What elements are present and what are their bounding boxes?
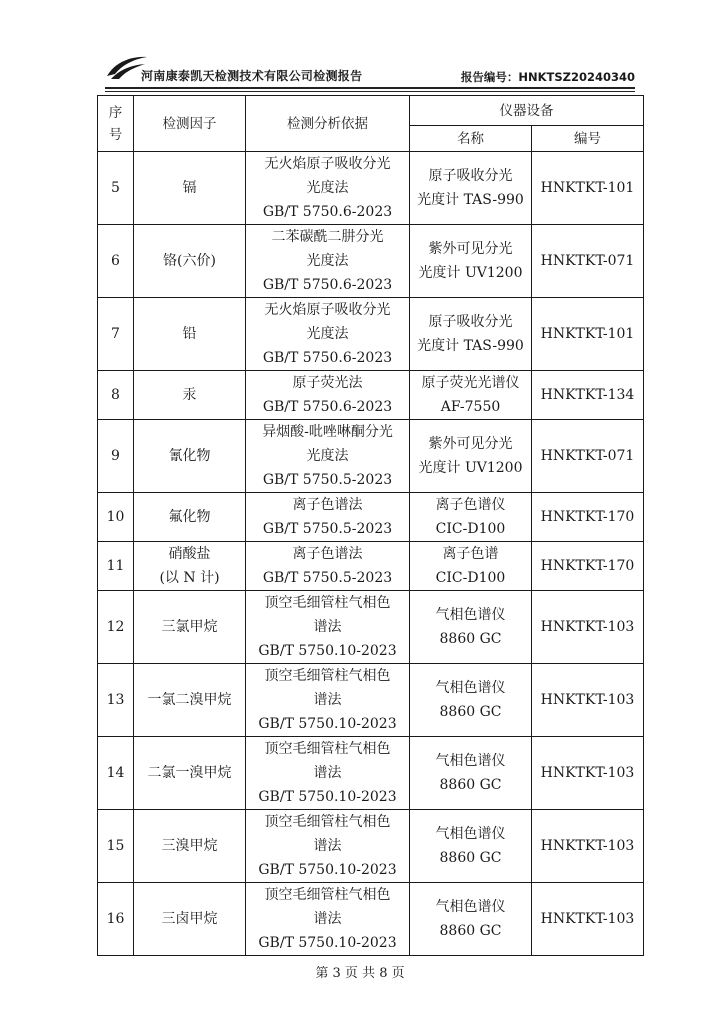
header-equipment-number: 编号 [532, 126, 644, 152]
cell-equipment-name [410, 371, 532, 420]
cell-equipment-name [410, 737, 532, 810]
equipment-name-line: 原子吸收分光 [428, 168, 513, 184]
basis-line: GB/T 5750.10-2023 [258, 935, 397, 951]
equipment-name-line: 8860 GC [439, 850, 502, 866]
table-row [98, 420, 644, 493]
equipment-name-line: CIC-D100 [435, 521, 506, 537]
cell-seq: 15 [98, 810, 134, 883]
cell-basis [246, 420, 410, 493]
basis-line: 无火焰原子吸收分光 [264, 302, 391, 318]
table-row [98, 152, 644, 225]
basis-line: GB/T 5750.5-2023 [262, 521, 393, 537]
basis-line: 离子色谱法 [292, 546, 363, 562]
cell-seq: 5 [98, 152, 134, 225]
basis-line: 无火焰原子吸收分光 [264, 156, 391, 172]
factor-line: 二氯一溴甲烷 [147, 765, 232, 781]
header-factor: 检测因子 [134, 96, 246, 152]
basis-line: GB/T 5750.10-2023 [258, 643, 397, 659]
factor-line: 氰化物 [168, 448, 211, 464]
basis-line: GB/T 5750.10-2023 [258, 789, 397, 805]
factor-line: 氟化物 [168, 509, 211, 525]
cell-basis [246, 737, 410, 810]
equipment-name-line: 气相色谱仪 [435, 680, 506, 696]
report-number: 报告编号：HNKTSZ20240340 [460, 70, 635, 84]
cell-equipment-number: HNKTKT-101 [532, 298, 644, 371]
cell-basis [246, 225, 410, 298]
cell-equipment-number: HNKTKT-103 [532, 810, 644, 883]
cell-equipment-name [410, 591, 532, 664]
equipment-name-line: 紫外可见分光 [428, 241, 513, 257]
equipment-name-line: 离子色谱 [442, 546, 499, 562]
equipment-name-line: 8860 GC [439, 777, 502, 793]
table-row [98, 810, 644, 883]
equipment-name-line: 光度计 TAS-990 [417, 192, 524, 208]
basis-line: 顶空毛细管柱气相色 [264, 887, 391, 903]
basis-line: 光度法 [306, 326, 349, 342]
cell-equipment-number: HNKTKT-101 [532, 152, 644, 225]
basis-line: 光度法 [306, 253, 349, 269]
cell-factor [134, 152, 246, 225]
cell-seq: 14 [98, 737, 134, 810]
basis-line: 谱法 [313, 765, 342, 781]
cell-equipment-name [410, 493, 532, 542]
header-equipment-name: 名称 [410, 126, 532, 152]
table-body [98, 152, 644, 956]
equipment-name-line: 紫外可见分光 [428, 436, 513, 452]
cell-equipment-name [410, 152, 532, 225]
cell-factor [134, 810, 246, 883]
table-row [98, 664, 644, 737]
equipment-name-line: 气相色谱仪 [435, 753, 506, 769]
cell-equipment-number: HNKTKT-134 [532, 371, 644, 420]
equipment-name-line: 离子色谱仪 [435, 497, 506, 513]
cell-equipment-number: HNKTKT-071 [532, 420, 644, 493]
equipment-name-line: 光度计 UV1200 [418, 265, 523, 281]
company-name: 河南康泰凯天检测技术有限公司检测报告 [141, 69, 363, 83]
basis-line: 二苯碳酰二肼分光 [271, 229, 384, 245]
factor-line: 三溴甲烷 [161, 838, 218, 854]
cell-equipment-number: HNKTKT-071 [532, 225, 644, 298]
equipment-name-line: 光度计 TAS-990 [417, 338, 524, 354]
cell-equipment-name [410, 225, 532, 298]
basis-line: 离子色谱法 [292, 497, 363, 513]
page-footer: 第 3 页 共 8 页 [315, 966, 405, 981]
cell-factor [134, 420, 246, 493]
cell-seq: 12 [98, 591, 134, 664]
factor-line: 三氯甲烷 [161, 619, 218, 635]
cell-seq: 16 [98, 883, 134, 956]
cell-seq: 9 [98, 420, 134, 493]
equipment-name-line: 气相色谱仪 [435, 899, 506, 915]
cell-factor [134, 591, 246, 664]
cell-seq: 7 [98, 298, 134, 371]
basis-line: 顶空毛细管柱气相色 [264, 814, 391, 830]
header-seq-line: 号 [108, 126, 123, 143]
basis-line: GB/T 5750.6-2023 [262, 399, 393, 415]
basis-line: GB/T 5750.6-2023 [262, 277, 393, 293]
factor-line: 镉 [182, 180, 197, 196]
equipment-name-line: 8860 GC [439, 923, 502, 939]
cell-seq: 8 [98, 371, 134, 420]
basis-line: 异烟酸-吡唑啉酮分光 [262, 424, 393, 440]
factor-line: 铅 [182, 326, 197, 342]
table-row [98, 225, 644, 298]
header-basis: 检测分析依据 [246, 96, 410, 152]
table-row [98, 371, 644, 420]
cell-factor [134, 225, 246, 298]
factor-line: (以 N 计) [159, 570, 220, 586]
cell-basis [246, 542, 410, 591]
cell-basis [246, 371, 410, 420]
cell-equipment-name [410, 542, 532, 591]
factor-line: 一氯二溴甲烷 [147, 692, 232, 708]
cell-equipment-number: HNKTKT-170 [532, 493, 644, 542]
basis-line: 光度法 [306, 180, 349, 196]
basis-line: 顶空毛细管柱气相色 [264, 595, 391, 611]
equipment-name-line: 气相色谱仪 [435, 607, 506, 623]
cell-equipment-number: HNKTKT-170 [532, 542, 644, 591]
table-row [98, 493, 644, 542]
basis-line: 谱法 [313, 838, 342, 854]
cell-basis [246, 883, 410, 956]
cell-factor [134, 371, 246, 420]
basis-line: 顶空毛细管柱气相色 [264, 668, 391, 684]
header-rule-thin [105, 91, 635, 92]
factor-line: 铬(六价) [163, 253, 216, 269]
equipment-name-line: 8860 GC [439, 704, 502, 720]
cell-basis [246, 810, 410, 883]
factor-line: 三卤甲烷 [161, 911, 218, 927]
header-seq [98, 96, 134, 152]
cell-factor [134, 883, 246, 956]
basis-line: 光度法 [306, 448, 349, 464]
cell-basis [246, 493, 410, 542]
basis-line: GB/T 5750.5-2023 [262, 472, 393, 488]
cell-factor [134, 298, 246, 371]
table-row [98, 591, 644, 664]
equipment-name-line: 气相色谱仪 [435, 826, 506, 842]
cell-seq: 13 [98, 664, 134, 737]
basis-line: GB/T 5750.6-2023 [262, 204, 393, 220]
cell-factor [134, 664, 246, 737]
cell-equipment-number: HNKTKT-103 [532, 883, 644, 956]
basis-line: GB/T 5750.5-2023 [262, 570, 393, 586]
header-equipment: 仪器设备 [410, 96, 644, 126]
cell-seq: 6 [98, 225, 134, 298]
basis-line: 谱法 [313, 619, 342, 635]
basis-line: 谱法 [313, 692, 342, 708]
cell-seq: 11 [98, 542, 134, 591]
cell-equipment-name [410, 298, 532, 371]
report-header [105, 50, 635, 90]
equipment-name-line: AF-7550 [440, 399, 501, 415]
basis-line: GB/T 5750.10-2023 [258, 716, 397, 732]
factor-line: 汞 [182, 387, 197, 403]
cell-factor [134, 493, 246, 542]
equipment-name-line: CIC-D100 [435, 570, 506, 586]
table-row [98, 542, 644, 591]
cell-equipment-number: HNKTKT-103 [532, 664, 644, 737]
table-row [98, 298, 644, 371]
table-row [98, 737, 644, 810]
equipment-name-line: 光度计 UV1200 [418, 460, 523, 476]
equipment-name-line: 原子吸收分光 [428, 314, 513, 330]
basis-line: 原子荧光法 [292, 375, 363, 391]
cell-factor [134, 542, 246, 591]
cell-basis [246, 591, 410, 664]
cell-seq: 10 [98, 493, 134, 542]
cell-equipment-number: HNKTKT-103 [532, 737, 644, 810]
cell-equipment-name [410, 664, 532, 737]
basis-line: 顶空毛细管柱气相色 [264, 741, 391, 757]
cell-equipment-name [410, 810, 532, 883]
cell-basis [246, 664, 410, 737]
header-seq-line: 序 [108, 104, 123, 121]
basis-line: GB/T 5750.6-2023 [262, 350, 393, 366]
equipment-name-line: 原子荧光光谱仪 [421, 375, 520, 391]
table-row [98, 883, 644, 956]
factor-line: 硝酸盐 [168, 546, 211, 562]
cell-equipment-number: HNKTKT-103 [532, 591, 644, 664]
cell-equipment-name [410, 420, 532, 493]
header-rule-thick [105, 87, 635, 89]
cell-factor [134, 737, 246, 810]
detection-table [97, 95, 644, 956]
basis-line: 谱法 [313, 911, 342, 927]
equipment-name-line: 8860 GC [439, 631, 502, 647]
basis-line: GB/T 5750.10-2023 [258, 862, 397, 878]
cell-equipment-name [410, 883, 532, 956]
cell-basis [246, 152, 410, 225]
cell-basis [246, 298, 410, 371]
